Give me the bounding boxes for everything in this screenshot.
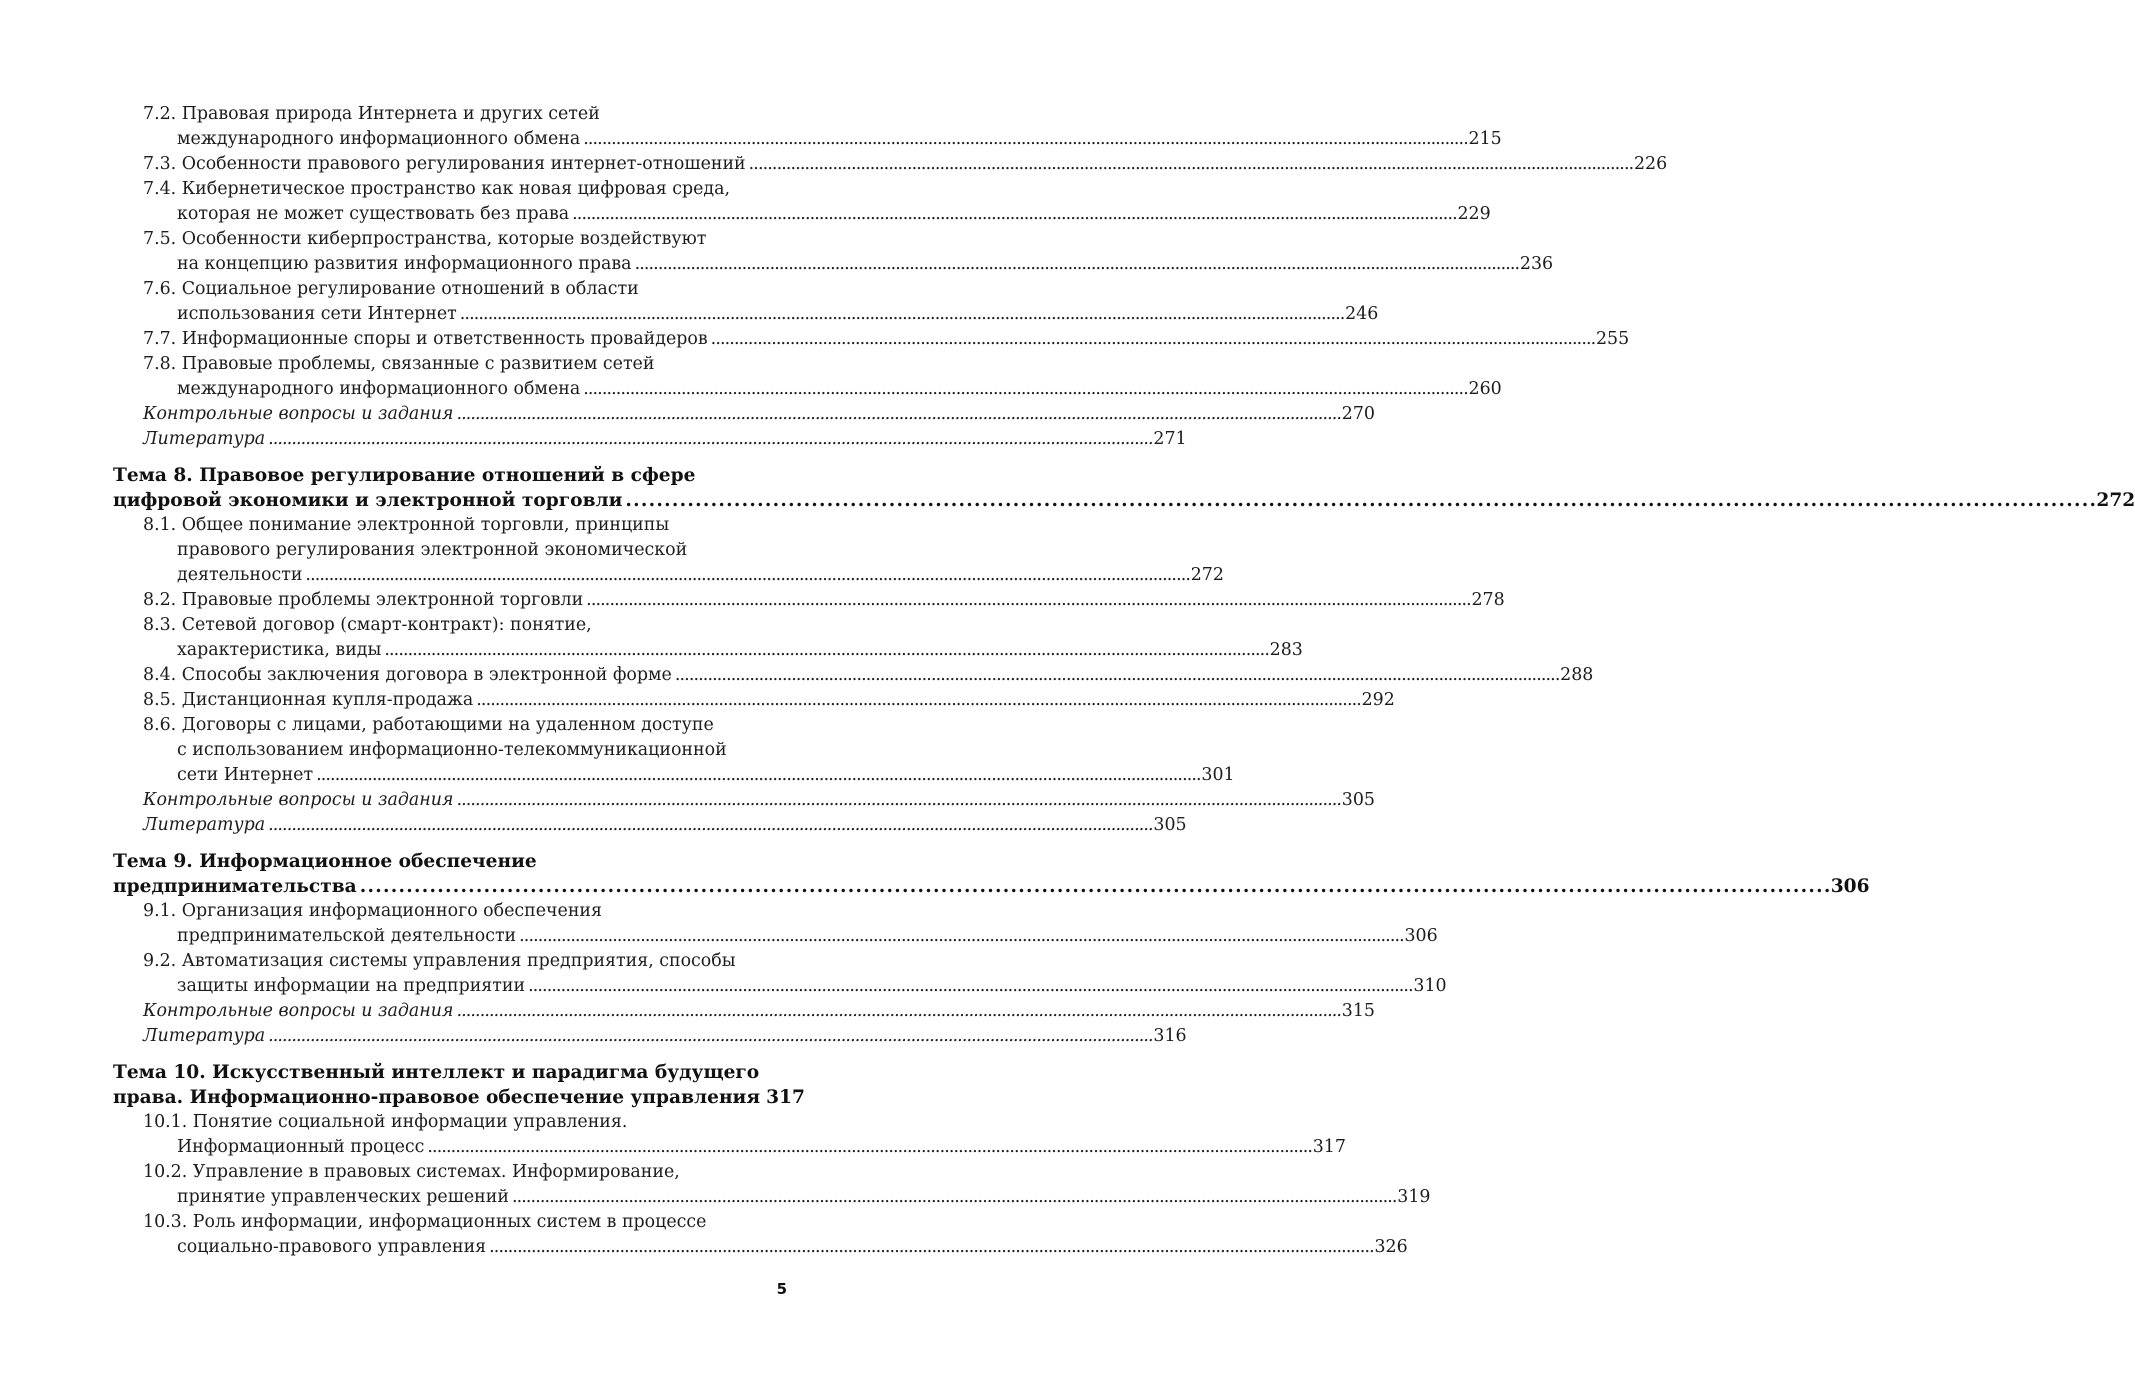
toc-page-number: 270 xyxy=(1341,404,1375,424)
toc-page-number: 326 xyxy=(1374,1237,1408,1257)
toc-entry-text: международного информационного обмена xyxy=(177,129,581,149)
toc-entry-text: Литература xyxy=(143,1026,266,1046)
toc-section-entry xyxy=(113,663,1594,688)
toc-supplement-entry xyxy=(113,427,1187,452)
toc-entry-text: на концепцию развития информационного права xyxy=(177,254,632,274)
toc-page-number: 260 xyxy=(1468,379,1502,399)
dot-leader xyxy=(635,254,1517,274)
toc-entry-last-line xyxy=(143,638,1303,663)
toc-entry-last-line xyxy=(143,974,1447,999)
toc-page-number: 236 xyxy=(1519,254,1554,274)
toc-page-number: 319 xyxy=(1397,1187,1431,1207)
dot-leader xyxy=(268,429,1150,449)
toc-section-entry xyxy=(113,713,1235,788)
toc-entry-text: Тема 9. Информационное обеспечение xyxy=(113,851,537,872)
toc-entry-text: 9.1. Организация информационного обеспечения xyxy=(143,901,602,921)
toc-entry-text: 8.3. Сетевой договор (смарт-контракт): понятие, xyxy=(143,615,592,635)
toc-entry-text: которая не может существовать без права xyxy=(177,204,570,224)
dot-leader xyxy=(528,976,1410,996)
toc-page-number: 229 xyxy=(1457,204,1491,224)
toc-entry-text: 7.2. Правовая природа Интернета и других сетей xyxy=(143,104,600,124)
toc-entry-last-line xyxy=(143,327,1630,352)
toc-topic-heading xyxy=(113,849,1870,899)
toc-entry-text: 7.7. Информационные споры и ответственность провайдеров xyxy=(143,329,708,349)
toc-entry-text: правового регулирования электронной экономической xyxy=(177,540,688,560)
toc-entry-text: 8.1. Общее понимание электронной торговли, принципы xyxy=(143,515,670,535)
dot-leader xyxy=(268,1026,1150,1046)
toc-page-number: 306 xyxy=(1404,926,1438,946)
toc-page-number: 272 xyxy=(1190,565,1224,585)
toc-section-entry xyxy=(113,588,1505,613)
toc-entry-last-line xyxy=(143,1235,1408,1260)
toc-entry-text: Контрольные вопросы и задания xyxy=(143,790,454,810)
table-of-contents xyxy=(113,102,2135,1260)
toc-entry-text: Тема 8. Правовое регулирование отношений в сфере xyxy=(113,465,696,486)
dot-leader xyxy=(583,129,1465,149)
toc-entry-text: 10.1. Понятие социальной информации управления. xyxy=(143,1112,628,1132)
toc-page-number: 317 xyxy=(766,1087,805,1108)
toc-entry-last-line xyxy=(143,377,1502,402)
toc-entry-last-line xyxy=(143,1185,1431,1210)
toc-page-number: 315 xyxy=(1341,1001,1375,1021)
toc-page-number: 215 xyxy=(1468,129,1502,149)
toc-entry-text: принятие управленческих решений xyxy=(177,1187,509,1207)
dot-leader xyxy=(586,590,1468,610)
toc-entry-last-line xyxy=(143,302,1379,327)
toc-entry-text: Контрольные вопросы и задания xyxy=(143,1001,454,1021)
toc-entry-last-line xyxy=(143,924,1438,949)
toc-entry-text: деятельности xyxy=(177,565,303,585)
toc-topic-heading xyxy=(113,463,2135,513)
toc-supplement-entry xyxy=(113,788,1375,813)
toc-section-entry xyxy=(113,327,1630,352)
toc-entry-last-line xyxy=(143,152,1668,177)
toc-entry-last-line xyxy=(143,127,1502,152)
toc-section-entry xyxy=(113,513,1224,588)
toc-section-entry xyxy=(113,1160,1431,1210)
toc-entry-text: 7.3. Особенности правового регулирования интернет-отношений xyxy=(143,154,746,174)
toc-section-entry xyxy=(113,352,1502,402)
toc-entry-text: 10.2. Управление в правовых системах. Информирование, xyxy=(143,1162,680,1182)
toc-section-entry xyxy=(113,899,1438,949)
toc-page-number: 301 xyxy=(1201,765,1235,785)
toc-entry-last-line xyxy=(143,663,1594,688)
dot-leader xyxy=(427,1137,1309,1157)
toc-page-number: 305 xyxy=(1341,790,1375,810)
toc-supplement-entry xyxy=(113,402,1375,427)
toc-entry-text: Литература xyxy=(143,429,266,449)
toc-entry-last-line xyxy=(143,1024,1187,1049)
toc-entry-last-line xyxy=(113,488,2135,513)
toc-page-number: 288 xyxy=(1560,665,1594,685)
dot-leader xyxy=(749,154,1631,174)
toc-section-entry xyxy=(113,1210,1408,1260)
toc-entry-last-line xyxy=(113,1085,805,1110)
toc-section-entry xyxy=(113,177,1491,227)
dot-leader xyxy=(360,874,1828,899)
toc-entry-last-line xyxy=(143,202,1491,227)
dot-leader xyxy=(489,1237,1371,1257)
toc-entry-text: права. Информационно-правовое обеспечение управления xyxy=(113,1087,761,1108)
toc-entry-text: Тема 10. Искусственный интеллект и парадигма будущего xyxy=(113,1062,760,1083)
toc-entry-last-line xyxy=(143,763,1235,788)
dot-leader xyxy=(572,204,1454,224)
toc-entry-text: 8.4. Способы заключения договора в электронной форме xyxy=(143,665,672,685)
dot-leader xyxy=(583,379,1465,399)
dot-leader xyxy=(384,640,1266,660)
toc-supplement-entry xyxy=(113,999,1375,1024)
toc-page-number: 305 xyxy=(1153,815,1187,835)
toc-entry-text: 7.5. Особенности киберпространства, которые воздействуют xyxy=(143,229,707,249)
dot-leader xyxy=(512,1187,1394,1207)
toc-entry-text: цифровой экономики и электронной торговли xyxy=(113,490,623,511)
dot-leader xyxy=(316,765,1198,785)
dot-leader xyxy=(456,1001,1338,1021)
toc-entry-text: социально-правового управления xyxy=(177,1237,487,1257)
toc-topic-heading xyxy=(113,1060,805,1110)
toc-page-number: 316 xyxy=(1153,1026,1187,1046)
toc-entry-text: международного информационного обмена xyxy=(177,379,581,399)
toc-page-number: 272 xyxy=(2096,490,2135,511)
toc-section-entry xyxy=(113,227,1554,277)
toc-entry-last-line xyxy=(143,402,1375,427)
toc-entry-last-line xyxy=(143,588,1505,613)
toc-entry-text: 7.6. Социальное регулирование отношений в области xyxy=(143,279,639,299)
toc-section-entry xyxy=(113,277,1379,327)
toc-entry-text: предпринимательства xyxy=(113,876,357,897)
toc-entry-text: 8.5. Дистанционная купля-продажа xyxy=(143,690,474,710)
dot-leader xyxy=(268,815,1150,835)
toc-page-number: 255 xyxy=(1595,329,1630,349)
dot-leader xyxy=(625,488,2093,513)
dot-leader xyxy=(476,690,1358,710)
toc-entry-last-line xyxy=(143,252,1554,277)
toc-page-number: 278 xyxy=(1471,590,1505,610)
toc-entry-text: Литература xyxy=(143,815,266,835)
toc-page-number: 246 xyxy=(1345,304,1379,324)
toc-page-number: 271 xyxy=(1153,429,1187,449)
page-number: 5 xyxy=(776,1280,787,1298)
dot-leader xyxy=(711,329,1593,349)
toc-section-entry xyxy=(113,152,1668,177)
toc-supplement-entry xyxy=(113,1024,1187,1049)
toc-entry-text: 7.4. Кибернетическое пространство как новая цифровая среда, xyxy=(143,179,731,199)
toc-entry-text: использования сети Интернет xyxy=(177,304,457,324)
toc-entry-last-line xyxy=(143,813,1187,838)
toc-entry-text: 7.8. Правовые проблемы, связанные с развитием сетей xyxy=(143,354,655,374)
dot-leader xyxy=(460,304,1342,324)
toc-entry-text: Контрольные вопросы и задания xyxy=(143,404,454,424)
toc-page-number: 317 xyxy=(1312,1137,1346,1157)
toc-entry-last-line xyxy=(143,427,1187,452)
toc-page-number: 292 xyxy=(1361,690,1395,710)
toc-section-entry xyxy=(113,688,1395,713)
dot-leader xyxy=(456,404,1338,424)
toc-entry-last-line xyxy=(143,688,1395,713)
dot-leader xyxy=(456,790,1338,810)
toc-entry-text: предпринимательской деятельности xyxy=(177,926,517,946)
toc-entry-text: 8.2. Правовые проблемы электронной торговли xyxy=(143,590,584,610)
toc-entry-text: с использованием информационно-телекоммуникационной xyxy=(177,740,727,760)
dot-leader xyxy=(675,665,1557,685)
toc-entry-last-line xyxy=(143,1135,1346,1160)
toc-section-entry xyxy=(113,613,1303,663)
toc-section-entry xyxy=(113,949,1447,999)
toc-entry-text: 10.3. Роль информации, информационных систем в процессе xyxy=(143,1212,707,1232)
toc-section-entry xyxy=(113,1110,1346,1160)
dot-leader xyxy=(519,926,1401,946)
toc-entry-text: 9.2. Автоматизация системы управления предприятия, способы xyxy=(143,951,736,971)
toc-page-number: 310 xyxy=(1413,976,1447,996)
toc-entry-last-line xyxy=(143,563,1224,588)
toc-entry-last-line xyxy=(113,874,1870,899)
toc-page-number: 226 xyxy=(1633,154,1668,174)
toc-page-number: 306 xyxy=(1830,876,1870,897)
toc-entry-text: защиты информации на предприятии xyxy=(177,976,526,996)
toc-entry-text: сети Интернет xyxy=(177,765,314,785)
toc-section-entry xyxy=(113,102,1502,152)
toc-entry-last-line xyxy=(143,999,1375,1024)
toc-supplement-entry xyxy=(113,813,1187,838)
toc-entry-text: характеристика, виды xyxy=(177,640,382,660)
toc-page-number: 283 xyxy=(1269,640,1303,660)
toc-entry-text: 8.6. Договоры с лицами, работающими на удаленном доступе xyxy=(143,715,714,735)
toc-entry-last-line xyxy=(143,788,1375,813)
toc-entry-text: Информационный процесс xyxy=(177,1137,425,1157)
dot-leader xyxy=(305,565,1187,585)
